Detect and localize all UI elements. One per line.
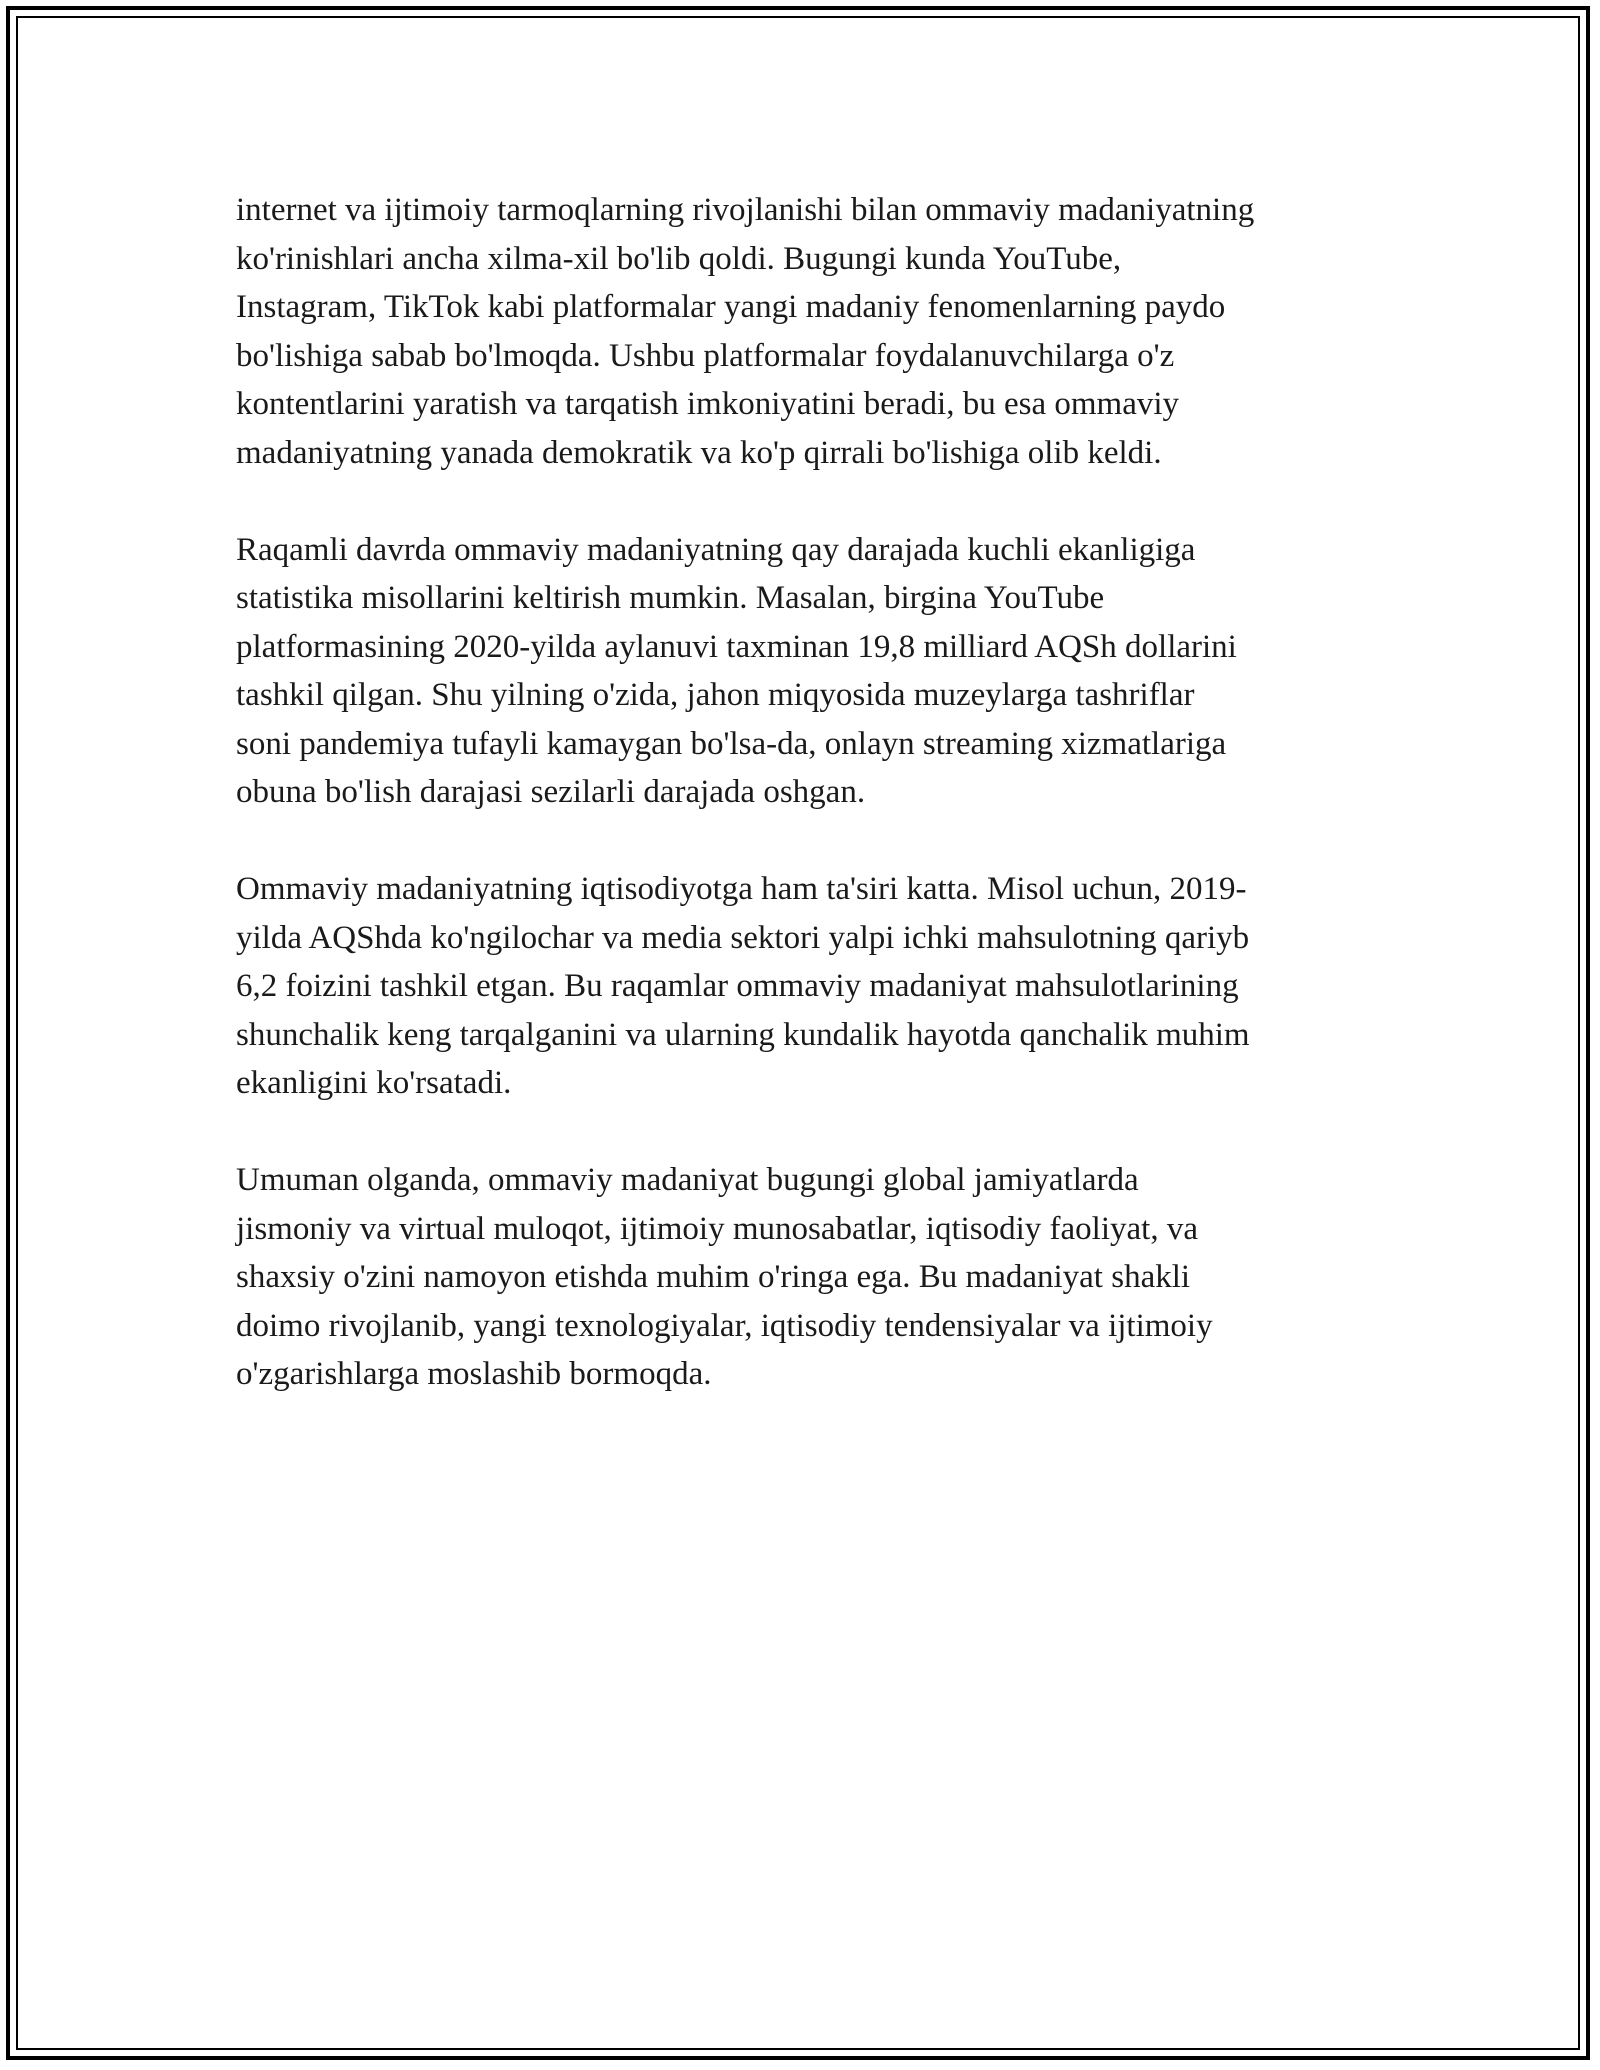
paragraph-3 [236, 865, 1376, 1108]
paragraph-1 [236, 186, 1376, 477]
paragraph-2 [236, 526, 1376, 817]
paragraph-4 [236, 1156, 1376, 1399]
text-line: internet va ijtimoiy tarmoqlarning rivojlanishi bilan ommaviy madaniyatning [236, 192, 1255, 228]
text-line: Ommaviy madaniyatning iqtisodiyotga ham ta'siri katta. Misol uchun, 2019- [236, 871, 1247, 907]
text-line: soni pandemiya tufayli kamaygan bo'lsa-da, onlayn streaming xizmatlariga [236, 725, 1227, 762]
text-line: ekanligini ko'rsatadi. [236, 1065, 512, 1101]
text-line: o'zgarishlarga moslashib bormoqda. [236, 1356, 712, 1392]
text-line: yilda AQShda ko'ngilochar va media sektori yalpi ichki mahsulotning qariyb [236, 919, 1250, 956]
text-line: Umuman olganda, ommaviy madaniyat bugungi global jamiyatlarda [236, 1162, 1139, 1198]
text-line: kontentlarini yaratish va tarqatish imkoniyatini beradi, bu esa ommaviy [236, 386, 1180, 422]
text-line: madaniyatning yanada demokratik va ko'p qirrali bo'lishiga olib keldi. [236, 434, 1162, 471]
text-line: statistika misollarini keltirish mumkin. Masalan, birgina YouTube [236, 580, 1105, 616]
text-line: doimo rivojlanib, yangi texnologiyalar, iqtisodiy tendensiyalar va ijtimoiy [236, 1307, 1213, 1344]
text-line: jismoniy va virtual muloqot, ijtimoiy munosabatlar, iqtisodiy faoliyat, va [236, 1210, 1198, 1247]
document-body [236, 186, 1376, 1447]
text-line: platformasining 2020-yilda aylanuvi taxminan 19,8 milliard AQSh dollarini [236, 628, 1237, 665]
text-line: bo'lishiga sabab bo'lmoqda. Ushbu platformalar foydalanuvchilarga o'z [236, 337, 1175, 374]
text-line: shunchalik keng tarqalganini va ularning kundalik hayotda qanchalik muhim [236, 1016, 1250, 1053]
text-line: obuna bo'lish darajasi sezilarli darajada oshgan. [236, 774, 866, 810]
text-line: Instagram, TikTok kabi platformalar yangi madaniy fenomenlarning paydo [236, 289, 1226, 325]
text-line: 6,2 foizini tashkil etgan. Bu raqamlar ommaviy madaniyat mahsulotlarining [236, 968, 1239, 1004]
text-line: ko'rinishlari ancha xilma-xil bo'lib qoldi. Bugungi kunda YouTube, [236, 240, 1122, 277]
text-line: Raqamli davrda ommaviy madaniyatning qay darajada kuchli ekanligiga [236, 531, 1196, 568]
text-line: tashkil qilgan. Shu yilning o'zida, jahon miqyosida muzeylarga tashriflar [236, 677, 1195, 713]
text-line: shaxsiy o'zini namoyon etishda muhim o'ringa ega. Bu madaniyat shakli [236, 1259, 1191, 1295]
